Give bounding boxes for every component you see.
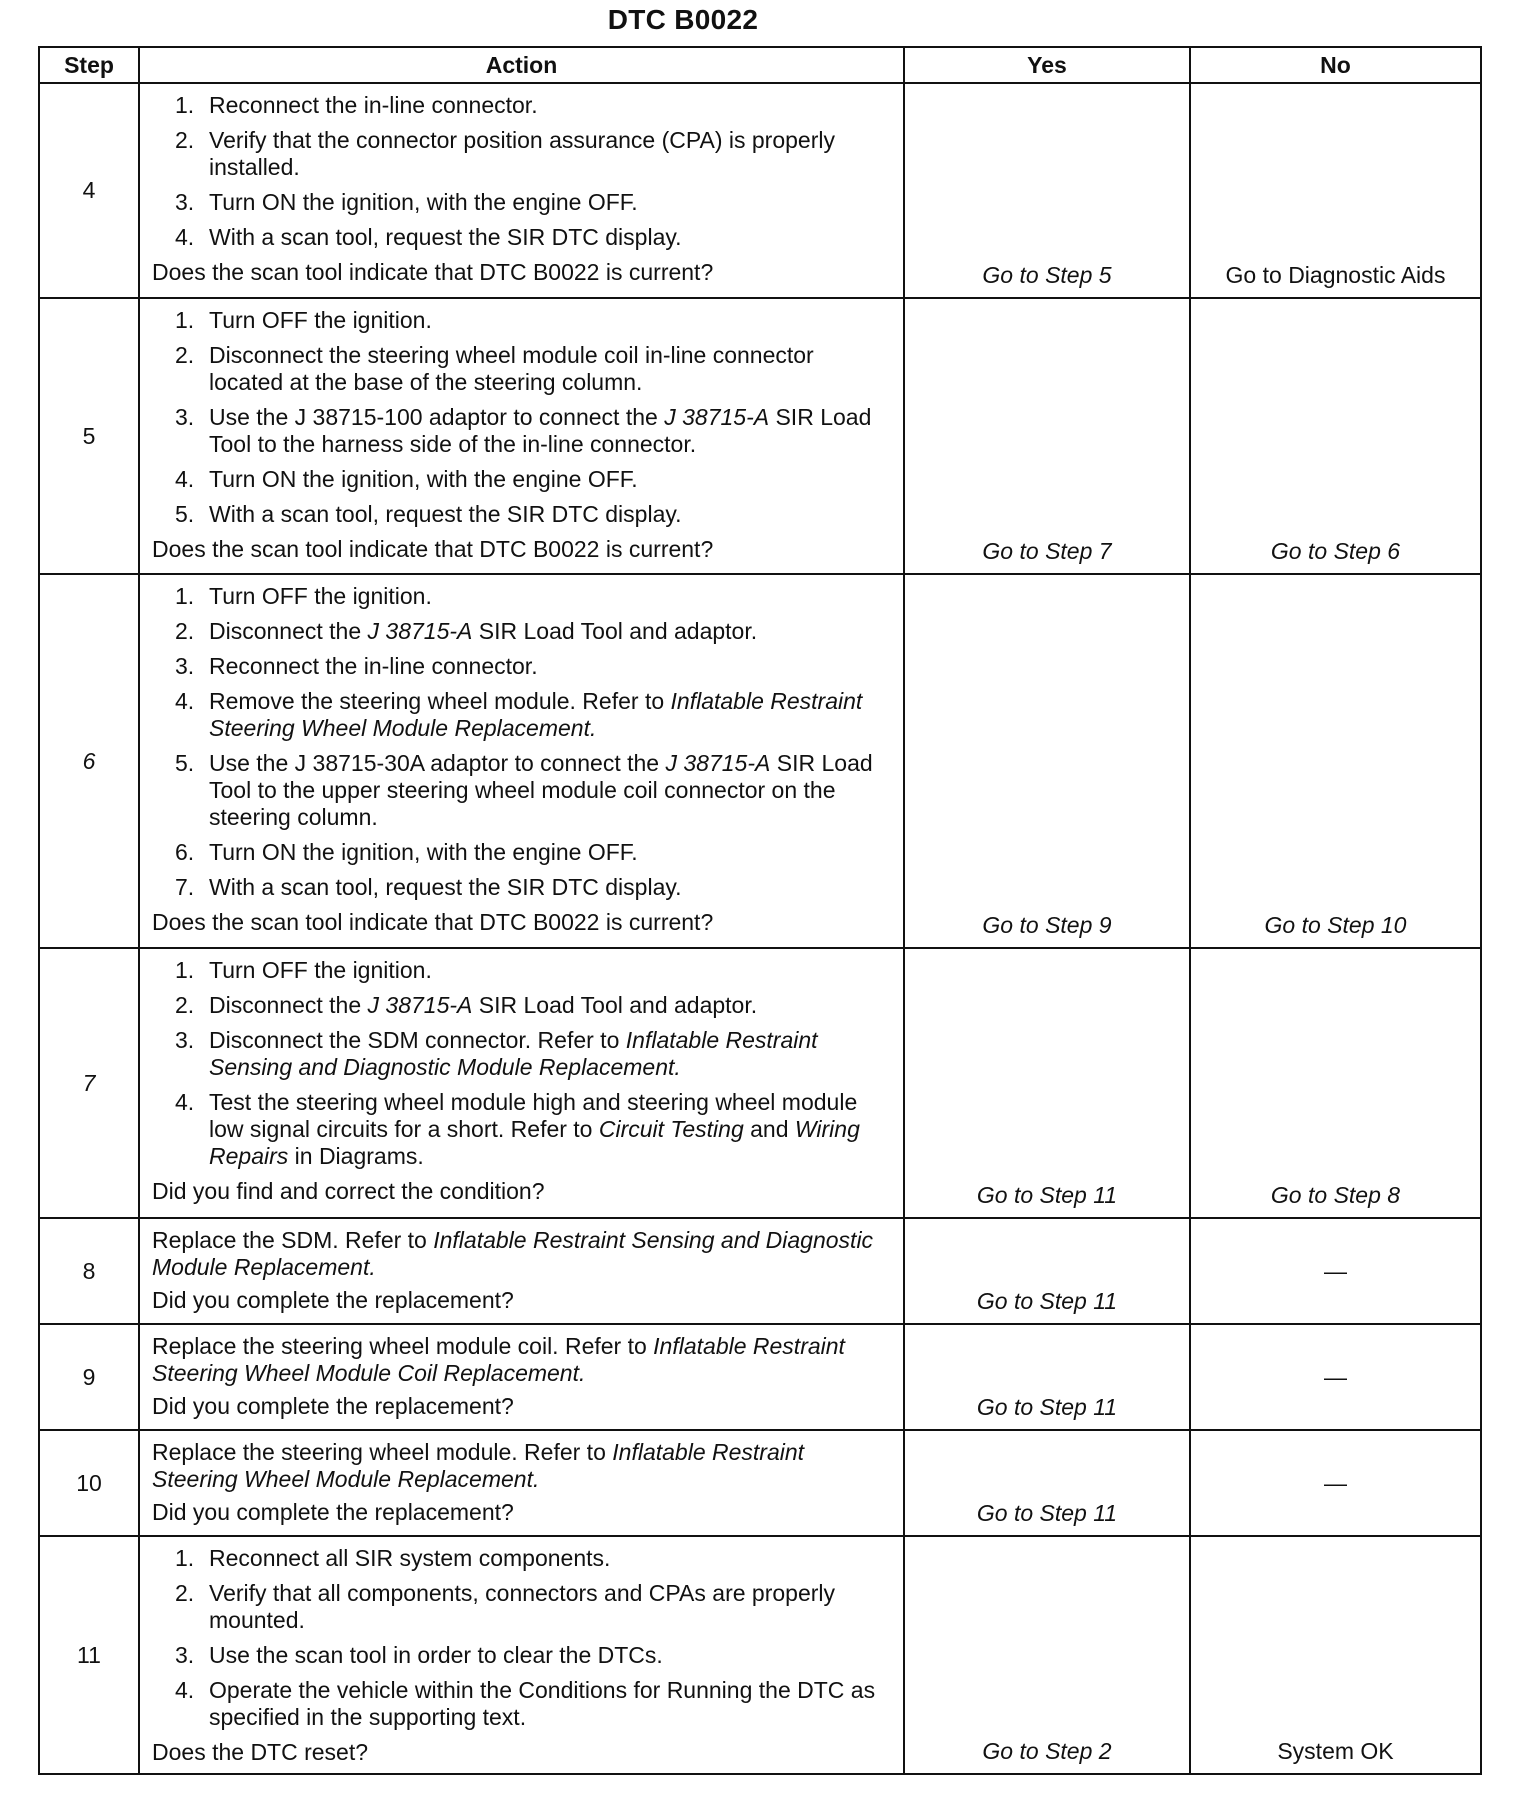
header-row — [39, 47, 1481, 83]
yes-result: Go to Step 11 — [904, 1218, 1190, 1324]
diagnostic-table — [38, 46, 1482, 1775]
table-row — [39, 1430, 1481, 1536]
question: Does the scan tool indicate that DTC B0022 is current? — [152, 909, 714, 935]
step-number: 10 — [39, 1430, 139, 1536]
table-row — [39, 948, 1481, 1218]
list-item: 2. Verify that the connector position assurance (CPA) is properly installed. — [175, 127, 835, 180]
step-number: 5 — [39, 298, 139, 574]
yes-result: Go to Step 2 — [904, 1536, 1190, 1774]
question: Does the scan tool indicate that DTC B0022 is current? — [152, 259, 714, 285]
header-no: No — [1190, 47, 1481, 83]
table-row — [39, 1536, 1481, 1774]
question: Did you complete the replacement? — [152, 1499, 514, 1525]
yes-result: Go to Step 9 — [904, 574, 1190, 948]
page-title: DTC B0022 — [607, 4, 759, 35]
list-item: 4. Remove the steering wheel module. Refer to Inflatable Restraint Steering Wheel Module Replacement. — [175, 688, 863, 741]
list-item: 2. Verify that all components, connectors and CPAs are properly mounted. — [175, 1580, 836, 1633]
list-item: 3. Use the J 38715-100 adaptor to connect the J 38715-A SIR Load Tool to the harness side of the in-line connector. — [175, 404, 872, 457]
action-cell — [139, 298, 904, 574]
question: Did you complete the replacement? — [152, 1287, 514, 1313]
step-number: 8 — [39, 1218, 139, 1324]
action-cell — [139, 1430, 904, 1536]
action-text: Replace the steering wheel module. Refer to Inflatable Restraint Steering Wheel Module Replacement. — [152, 1439, 805, 1492]
list-item: 1. Reconnect all SIR system components. — [175, 1545, 611, 1571]
action-cell — [139, 948, 904, 1218]
question: Does the DTC reset? — [152, 1739, 369, 1765]
list-item: 7. With a scan tool, request the SIR DTC display. — [175, 874, 682, 900]
no-result: — — [1190, 1218, 1481, 1324]
yes-result: Go to Step 5 — [904, 83, 1190, 298]
list-item: 3. Reconnect the in-line connector. — [175, 653, 538, 679]
list-item: 3. Turn ON the ignition, with the engine OFF. — [175, 189, 638, 215]
action-cell — [139, 574, 904, 948]
action-cell — [139, 1536, 904, 1774]
step-number: 7 — [39, 948, 139, 1218]
list-item: 5. Use the J 38715-30A adaptor to connect the J 38715-A SIR Load Tool to the upper steering wheel module coil connector on the steering column. — [175, 750, 873, 830]
list-item: 5. With a scan tool, request the SIR DTC display. — [175, 501, 682, 527]
question: Does the scan tool indicate that DTC B0022 is current? — [152, 536, 714, 562]
list-item: 4. Test the steering wheel module high and steering wheel module low signal circuits for a short. Refer to Circuit Testing and Wiring Repairs in Diagrams. — [175, 1089, 860, 1169]
list-item: 2. Disconnect the J 38715-A SIR Load Tool and adaptor. — [175, 618, 758, 644]
list-item: 4. Operate the vehicle within the Conditions for Running the DTC as specified in the supporting text. — [175, 1677, 876, 1730]
list-item: 1. Turn OFF the ignition. — [175, 307, 432, 333]
list-item: 6. Turn ON the ignition, with the engine OFF. — [175, 839, 638, 865]
header-action: Action — [139, 47, 904, 83]
step-number: 6 — [39, 574, 139, 948]
step-number: 4 — [39, 83, 139, 298]
table-row — [39, 298, 1481, 574]
list-item: 1. Reconnect the in-line connector. — [175, 92, 538, 118]
question: Did you find and correct the condition? — [152, 1178, 545, 1204]
action-text: Replace the steering wheel module coil. Refer to Inflatable Restraint Steering Wheel Module Coil Replacement. — [152, 1333, 845, 1386]
no-result: Go to Step 10 — [1190, 574, 1481, 948]
table-row — [39, 1218, 1481, 1324]
yes-result: Go to Step 11 — [904, 1430, 1190, 1536]
no-result: — — [1190, 1324, 1481, 1430]
list-item: 3. Use the scan tool in order to clear the DTCs. — [175, 1642, 663, 1668]
list-item: 2. Disconnect the steering wheel module coil in-line connector located at the base of the steering column. — [175, 342, 814, 395]
action-cell — [139, 1218, 904, 1324]
list-item: 4. With a scan tool, request the SIR DTC display. — [175, 224, 682, 250]
action-cell — [139, 1324, 904, 1430]
action-text: Replace the SDM. Refer to Inflatable Restraint Sensing and Diagnostic Module Replacement. — [152, 1227, 874, 1280]
table-row — [39, 1324, 1481, 1430]
yes-result: Go to Step 11 — [904, 948, 1190, 1218]
step-number: 11 — [39, 1536, 139, 1774]
yes-result: Go to Step 11 — [904, 1324, 1190, 1430]
table-row — [39, 574, 1481, 948]
list-item: 2. Disconnect the J 38715-A SIR Load Tool and adaptor. — [175, 992, 758, 1018]
no-result: System OK — [1190, 1536, 1481, 1774]
no-result: Go to Diagnostic Aids — [1190, 83, 1481, 298]
list-item: 3. Disconnect the SDM connector. Refer to Inflatable Restraint Sensing and Diagnostic Module Replacement. — [175, 1027, 818, 1080]
list-item: 1. Turn OFF the ignition. — [175, 583, 432, 609]
header-yes: Yes — [904, 47, 1190, 83]
list-item: 4. Turn ON the ignition, with the engine OFF. — [175, 466, 638, 492]
no-result: Go to Step 6 — [1190, 298, 1481, 574]
action-cell — [139, 83, 904, 298]
table-row — [39, 83, 1481, 298]
yes-result: Go to Step 7 — [904, 298, 1190, 574]
no-result: — — [1190, 1430, 1481, 1536]
question: Did you complete the replacement? — [152, 1393, 514, 1419]
no-result: Go to Step 8 — [1190, 948, 1481, 1218]
list-item: 1. Turn OFF the ignition. — [175, 957, 432, 983]
header-step: Step — [39, 47, 139, 83]
step-number: 9 — [39, 1324, 139, 1430]
